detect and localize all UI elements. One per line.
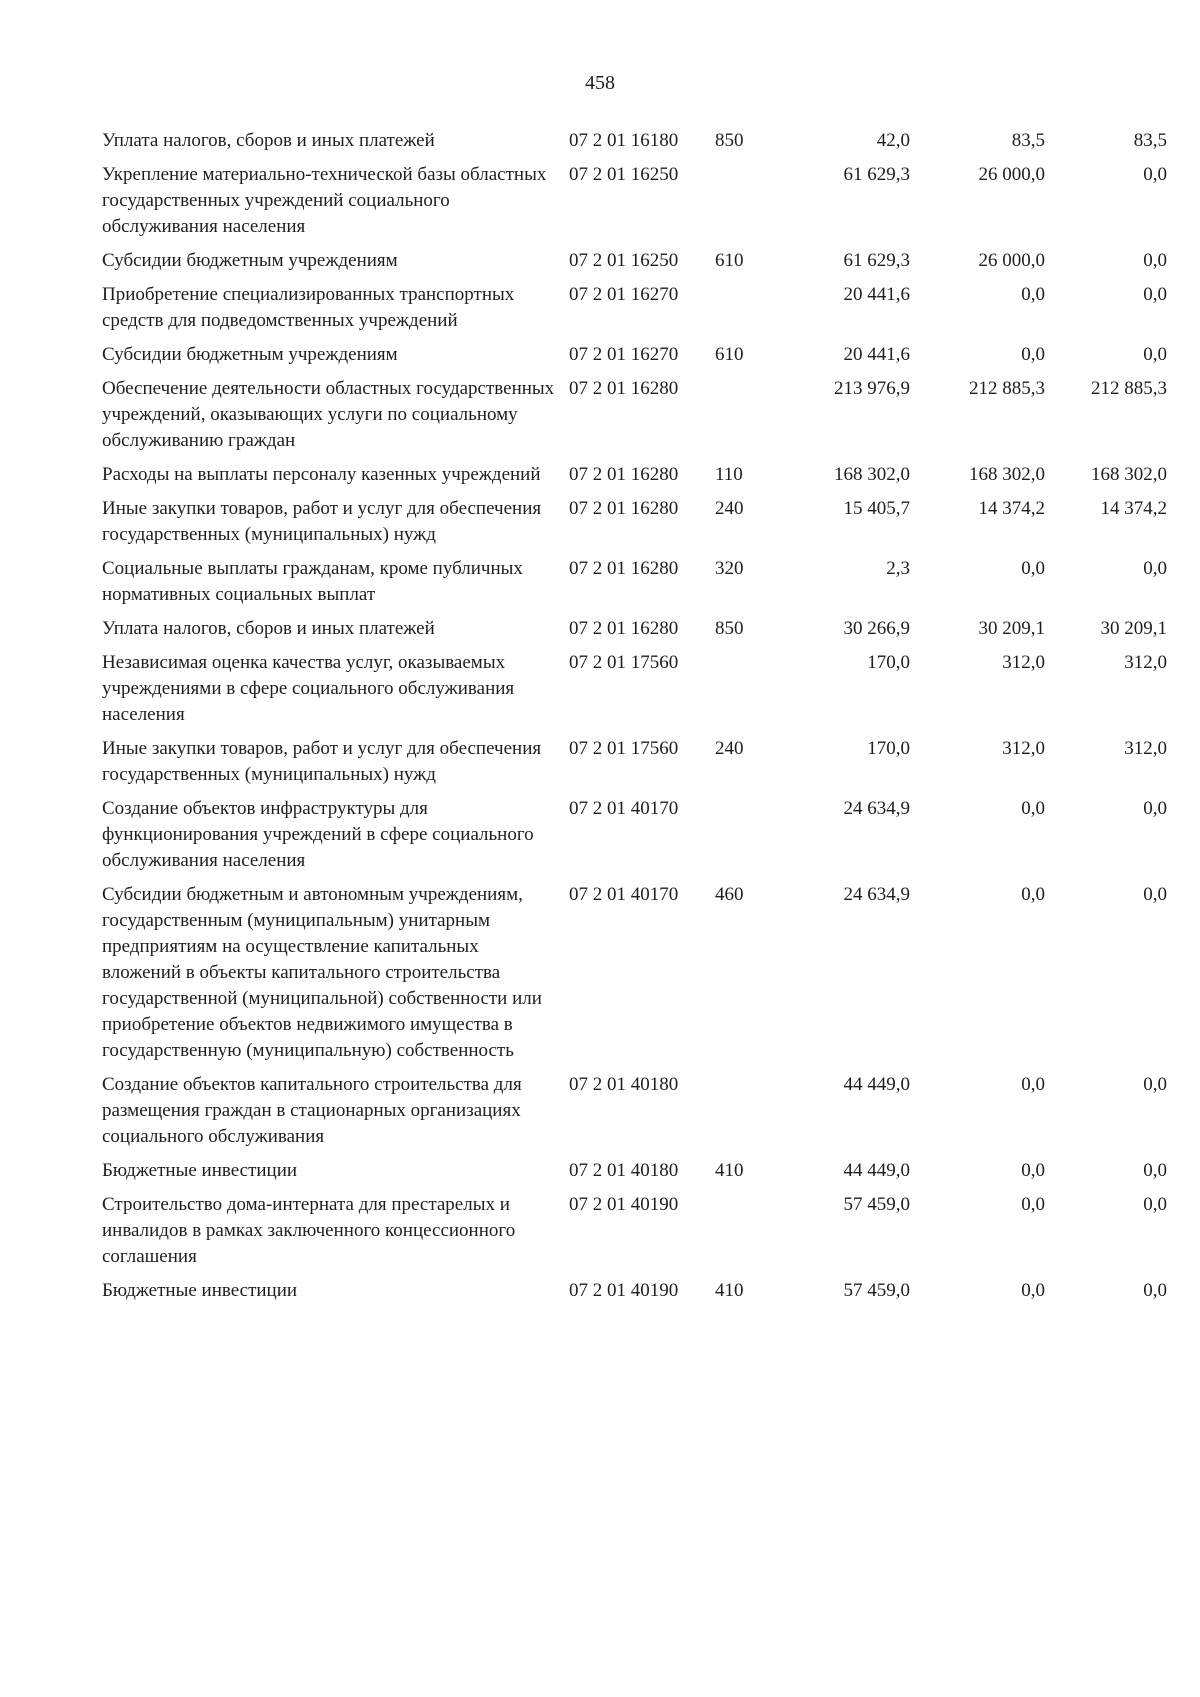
row-name: Иные закупки товаров, работ и услуг для обеспечения государственных (муниципальных) нужд: [102, 738, 542, 785]
row-name: Уплата налогов, сборов и иных платежей: [102, 618, 435, 639]
table-row: [102, 616, 1167, 650]
budget-table: [102, 128, 1167, 1312]
row-name: Иные закупки товаров, работ и услуг для обеспечения государственных (муниципальных) нужд: [102, 498, 542, 545]
table-row: [102, 162, 1167, 248]
row-amount-year-1: 44 449,0: [843, 1160, 910, 1181]
row-expense-type: 240: [715, 738, 744, 759]
row-amount-year-1: 170,0: [867, 652, 910, 673]
row-amount-year-3: 0,0: [1143, 798, 1167, 819]
row-target-article: 07 2 01 16180: [569, 130, 679, 151]
row-name: Бюджетные инвестиции: [102, 1280, 298, 1301]
row-name: Укрепление материально-технической базы областных государственных учреждений социального обслуживания населения: [102, 164, 547, 237]
row-amount-year-2: 168 302,0: [969, 464, 1045, 485]
row-amount-year-3: 14 374,2: [1100, 498, 1167, 519]
row-amount-year-2: 312,0: [1002, 738, 1045, 759]
table-row: [102, 650, 1167, 736]
table-row: [102, 1278, 1167, 1312]
row-amount-year-1: 20 441,6: [843, 284, 910, 305]
table-row: [102, 282, 1167, 342]
row-amount-year-3: 83,5: [1133, 130, 1167, 151]
row-name: Уплата налогов, сборов и иных платежей: [102, 130, 435, 151]
row-amount-year-2: 30 209,1: [978, 618, 1045, 639]
table-row: [102, 128, 1167, 162]
row-name: Обеспечение деятельности областных государственных учреждений, оказывающих услуги по социальному обслуживанию граждан: [102, 378, 555, 451]
row-amount-year-2: 0,0: [1021, 798, 1045, 819]
row-target-article: 07 2 01 16280: [569, 378, 679, 399]
row-amount-year-3: 30 209,1: [1100, 618, 1167, 639]
row-expense-type: 850: [715, 618, 744, 639]
row-amount-year-2: 212 885,3: [969, 378, 1045, 399]
row-amount-year-3: 0,0: [1143, 284, 1167, 305]
row-amount-year-1: 24 634,9: [843, 884, 910, 905]
row-name: Субсидии бюджетным учреждениям: [102, 344, 398, 365]
row-amount-year-3: 312,0: [1124, 652, 1167, 673]
row-amount-year-1: 57 459,0: [843, 1194, 910, 1215]
table-row: [102, 248, 1167, 282]
row-target-article: 07 2 01 16280: [569, 618, 679, 639]
row-amount-year-3: 0,0: [1143, 1194, 1167, 1215]
row-amount-year-1: 42,0: [876, 130, 910, 151]
row-expense-type: [715, 282, 775, 342]
row-target-article: 07 2 01 16270: [569, 284, 679, 305]
row-amount-year-2: 0,0: [1021, 344, 1045, 365]
row-expense-type: 110: [715, 464, 743, 485]
row-amount-year-3: 0,0: [1143, 884, 1167, 905]
row-amount-year-3: 0,0: [1143, 1074, 1167, 1095]
row-name: Расходы на выплаты персоналу казенных учреждений: [102, 464, 541, 485]
row-name: Приобретение специализированных транспортных средств для подведомственных учреждений: [102, 284, 515, 331]
row-amount-year-3: 0,0: [1143, 164, 1167, 185]
row-amount-year-1: 168 302,0: [834, 464, 910, 485]
row-expense-type: 460: [715, 884, 744, 905]
row-amount-year-2: 0,0: [1021, 1280, 1045, 1301]
row-expense-type: 610: [715, 250, 744, 271]
table-row: [102, 496, 1167, 556]
table-row: [102, 376, 1167, 462]
row-target-article: 07 2 01 16250: [569, 250, 679, 271]
row-amount-year-3: 312,0: [1124, 738, 1167, 759]
row-amount-year-3: 0,0: [1143, 1280, 1167, 1301]
row-expense-type: 850: [715, 130, 744, 151]
row-name: Бюджетные инвестиции: [102, 1160, 298, 1181]
row-amount-year-2: 312,0: [1002, 652, 1045, 673]
row-amount-year-2: 0,0: [1021, 1194, 1045, 1215]
table-row: [102, 342, 1167, 376]
row-amount-year-1: 57 459,0: [843, 1280, 910, 1301]
row-target-article: 07 2 01 16280: [569, 498, 679, 519]
row-expense-type: 610: [715, 344, 744, 365]
row-amount-year-1: 2,3: [886, 558, 910, 579]
row-amount-year-1: 24 634,9: [843, 798, 910, 819]
row-amount-year-3: 0,0: [1143, 344, 1167, 365]
page-number: 458: [585, 72, 615, 94]
row-amount-year-2: 0,0: [1021, 1160, 1045, 1181]
table-row: [102, 462, 1167, 496]
row-expense-type: 410: [715, 1280, 744, 1301]
row-expense-type: 240: [715, 498, 744, 519]
row-name: Социальные выплаты гражданам, кроме публичных нормативных социальных выплат: [102, 558, 523, 605]
row-expense-type: [715, 1192, 775, 1278]
row-target-article: 07 2 01 16280: [569, 558, 679, 579]
row-target-article: 07 2 01 16280: [569, 464, 679, 485]
row-amount-year-3: 0,0: [1143, 250, 1167, 271]
row-amount-year-2: 0,0: [1021, 884, 1045, 905]
row-amount-year-1: 15 405,7: [843, 498, 910, 519]
row-expense-type: [715, 376, 775, 462]
row-target-article: 07 2 01 40180: [569, 1160, 679, 1181]
row-amount-year-1: 213 976,9: [834, 378, 910, 399]
row-expense-type: [715, 796, 775, 882]
row-amount-year-1: 30 266,9: [843, 618, 910, 639]
row-name: Строительство дома-интерната для престарелых и инвалидов в рамках заключенного концессионного соглашения: [102, 1194, 516, 1267]
row-target-article: 07 2 01 16250: [569, 164, 679, 185]
row-amount-year-2: 0,0: [1021, 1074, 1045, 1095]
table-row: [102, 882, 1167, 1072]
row-amount-year-3: 212 885,3: [1091, 378, 1167, 399]
table-row: [102, 1192, 1167, 1278]
table-body: [102, 128, 1167, 1312]
row-amount-year-2: 0,0: [1021, 558, 1045, 579]
row-amount-year-3: 0,0: [1143, 1160, 1167, 1181]
row-target-article: 07 2 01 40170: [569, 798, 679, 819]
row-amount-year-2: 26 000,0: [978, 250, 1045, 271]
row-name: Субсидии бюджетным учреждениям: [102, 250, 398, 271]
row-amount-year-1: 61 629,3: [843, 164, 910, 185]
row-amount-year-1: 44 449,0: [843, 1074, 910, 1095]
row-expense-type: [715, 162, 775, 248]
row-target-article: 07 2 01 40170: [569, 884, 679, 905]
row-target-article: 07 2 01 40180: [569, 1074, 679, 1095]
table-row: [102, 556, 1167, 616]
row-target-article: 07 2 01 40190: [569, 1280, 679, 1301]
row-amount-year-3: 0,0: [1143, 558, 1167, 579]
row-amount-year-2: 26 000,0: [978, 164, 1045, 185]
row-amount-year-1: 61 629,3: [843, 250, 910, 271]
row-name: Субсидии бюджетным и автономным учреждениям, государственным (муниципальным) унитарным предприятиям на осуществление капитальных вложений в объекты капитального строительства государственной (муниципальной) собственности или приобретение объектов недвижимого имущества в государственную (муниципальную) собственность: [102, 884, 542, 1061]
row-expense-type: [715, 1072, 775, 1158]
row-name: Создание объектов капитального строительства для размещения граждан в стационарных организациях социального обслуживания: [102, 1074, 522, 1147]
row-expense-type: 320: [715, 558, 744, 579]
row-expense-type: [715, 650, 775, 736]
table-row: [102, 1158, 1167, 1192]
row-amount-year-2: 0,0: [1021, 284, 1045, 305]
row-target-article: 07 2 01 40190: [569, 1194, 679, 1215]
row-amount-year-1: 170,0: [867, 738, 910, 759]
row-amount-year-2: 14 374,2: [978, 498, 1045, 519]
row-amount-year-2: 83,5: [1011, 130, 1045, 151]
row-amount-year-1: 20 441,6: [843, 344, 910, 365]
table-row: [102, 796, 1167, 882]
row-target-article: 07 2 01 17560: [569, 738, 679, 759]
row-amount-year-3: 168 302,0: [1091, 464, 1167, 485]
row-expense-type: 410: [715, 1160, 744, 1181]
row-target-article: 07 2 01 17560: [569, 652, 679, 673]
table-row: [102, 736, 1167, 796]
row-name: Создание объектов инфраструктуры для функционирования учреждений в сфере социального обслуживания населения: [102, 798, 534, 871]
table-row: [102, 1072, 1167, 1158]
row-name: Независимая оценка качества услуг, оказываемых учреждениями в сфере социального обслуживания населения: [102, 652, 515, 725]
row-target-article: 07 2 01 16270: [569, 344, 679, 365]
